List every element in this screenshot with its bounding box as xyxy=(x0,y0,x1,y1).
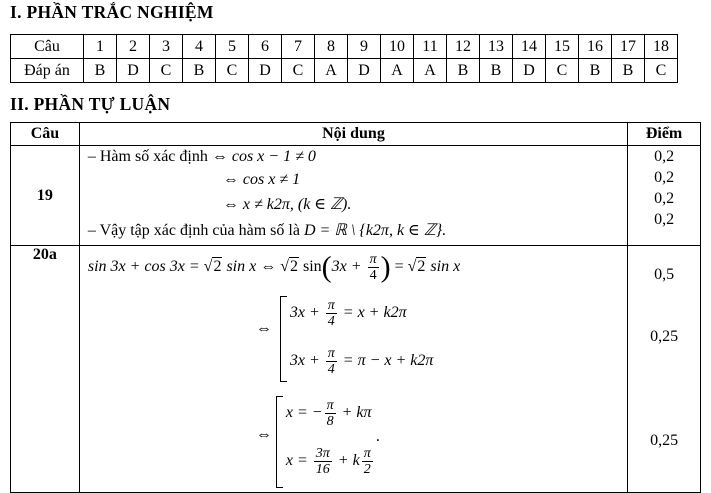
points-value: 0,2 xyxy=(654,148,675,165)
case-4-right: + k xyxy=(333,452,360,470)
fraction-denominator: 4 xyxy=(327,362,335,377)
fraction-pi-8 xyxy=(325,398,336,429)
answer-row xyxy=(11,59,678,83)
case-line-1 xyxy=(290,298,407,329)
fraction-numerator: π xyxy=(326,398,334,413)
section1-title: I. PHẦN TRẮC NGHIỆM xyxy=(10,2,214,22)
period: . xyxy=(375,428,380,445)
case-bracket xyxy=(276,396,283,488)
q19-line-1-math: cos x − 1 ≠ 0 xyxy=(231,148,316,165)
question-cell: 5 xyxy=(216,35,249,59)
fraction-pi-4 xyxy=(326,298,337,329)
fraction-3pi-16 xyxy=(314,446,332,477)
case-3-left: x = − xyxy=(285,404,323,422)
fraction-denominator: 4 xyxy=(369,268,377,283)
q19-line-3: ⇔ x ≠ k2π, (k ∈ ℤ). xyxy=(222,196,352,213)
question-19-content xyxy=(79,146,627,246)
fraction-numerator: π xyxy=(327,346,335,361)
question-number: 19 xyxy=(11,146,80,246)
sqrt-radicand: 2 xyxy=(290,258,298,276)
question-19-points xyxy=(628,146,701,246)
question-cell: 15 xyxy=(546,35,579,59)
q19-line-2: ⇔ cos x ≠ 1 xyxy=(222,171,301,188)
fraction-denominator: 8 xyxy=(326,414,334,429)
fraction-denominator: 2 xyxy=(363,462,371,477)
fraction-numerator: 3π xyxy=(315,446,330,461)
case-3-right: + kπ xyxy=(337,404,372,422)
fraction-numerator: π xyxy=(363,446,371,461)
case-line-4 xyxy=(286,446,375,477)
q19-line-4-text: – Vậy tập xác định của hàm số là xyxy=(87,222,304,239)
case-bracket xyxy=(280,296,287,382)
section2-title: II. PHẦN TỰ LUẬN xyxy=(10,94,171,114)
question-cell: 10 xyxy=(381,35,414,59)
answer-cell: C xyxy=(546,59,579,83)
sqrt-radicand: 2 xyxy=(213,258,222,276)
points-value: 0,5 xyxy=(654,266,675,283)
question-cell: 2 xyxy=(117,35,150,59)
sqrt-symbol: √2 xyxy=(280,258,298,276)
case-line-2 xyxy=(290,346,434,377)
question-cell: 4 xyxy=(183,35,216,59)
answer-cell: C xyxy=(216,59,249,83)
question-row-label: Câu xyxy=(11,35,84,59)
sqrt-symbol: √2 xyxy=(203,258,222,276)
paren-open: ( xyxy=(321,250,332,284)
question-cell: 11 xyxy=(414,35,447,59)
answer-cell: B xyxy=(183,59,216,83)
case-2-left: 3x + xyxy=(289,352,324,370)
q20a-lhs: sin 3x + cos 3x = xyxy=(87,258,204,276)
q19-line-4 xyxy=(88,220,446,240)
question-cell: 8 xyxy=(315,35,348,59)
q19-line-4-math: D = ℝ \ {k2π, k ∈ ℤ}. xyxy=(303,222,447,239)
fraction-denominator: 4 xyxy=(327,314,335,329)
points-value: 0,25 xyxy=(650,432,679,449)
question-cell: 18 xyxy=(645,35,678,59)
equivalence-arrow: ⇔ xyxy=(255,426,272,443)
fraction-numerator: π xyxy=(369,252,377,267)
question-cell: 16 xyxy=(579,35,612,59)
sqrt-symbol: √2 xyxy=(407,258,426,276)
answer-cell: C xyxy=(150,59,183,83)
question-cell: 6 xyxy=(249,35,282,59)
question-cell: 13 xyxy=(480,35,513,59)
answer-cell: B xyxy=(612,59,645,83)
header-content: Nội dung xyxy=(79,123,627,146)
question-cell: 12 xyxy=(447,35,480,59)
answer-cell: D xyxy=(117,59,150,83)
case-1-right: = x + k2π xyxy=(338,304,407,322)
question-cell: 17 xyxy=(612,35,645,59)
fraction-pi-4 xyxy=(326,346,337,377)
question-cell: 9 xyxy=(348,35,381,59)
essay-header-row xyxy=(11,123,701,146)
question-cell: 7 xyxy=(282,35,315,59)
question-20a-points xyxy=(628,246,701,493)
answer-cell: C xyxy=(282,59,315,83)
paren-close: ) xyxy=(380,250,391,284)
question-row xyxy=(11,35,678,59)
points-value: 0,2 xyxy=(654,190,675,207)
case-2-right: = π − x + k2π xyxy=(338,352,434,370)
fraction-pi-2 xyxy=(362,446,373,477)
answer-cell: A xyxy=(414,59,447,83)
header-question: Câu xyxy=(11,123,80,146)
q19-line-1 xyxy=(88,148,316,166)
fraction-pi-4 xyxy=(368,252,379,283)
q20a-rhs: sin x xyxy=(426,258,461,276)
answer-cell: D xyxy=(249,59,282,83)
question-cell: 3 xyxy=(150,35,183,59)
answer-cell: D xyxy=(348,59,381,83)
header-points: Điểm xyxy=(628,123,701,146)
answer-row-label: Đáp án xyxy=(11,59,84,83)
points-value: 0,2 xyxy=(654,211,675,228)
points-value: 0,2 xyxy=(654,169,675,186)
case-line-3 xyxy=(286,398,372,429)
question-cell: 1 xyxy=(84,35,117,59)
answer-cell: B xyxy=(84,59,117,83)
equivalence-arrow: ⇔ xyxy=(255,320,272,337)
answer-cell: C xyxy=(645,59,678,83)
sqrt-radicand: 2 xyxy=(417,258,426,276)
question-cell: 14 xyxy=(513,35,546,59)
case-1-left: 3x + xyxy=(289,304,324,322)
question-19-row xyxy=(11,146,701,246)
question-20a-content xyxy=(79,246,627,493)
answer-cell: A xyxy=(381,59,414,83)
q20a-sinx: sin x ⇔ xyxy=(222,258,281,276)
answer-cell: D xyxy=(513,59,546,83)
question-20a-row xyxy=(11,246,701,493)
essay-table xyxy=(10,122,701,493)
fraction-numerator: π xyxy=(327,298,335,313)
answer-cell: B xyxy=(480,59,513,83)
q19-line-1-text: – Hàm số xác định ⇔ xyxy=(87,148,232,165)
q20a-3x: 3x + xyxy=(331,258,366,276)
answer-cell: A xyxy=(315,59,348,83)
case-4-left: x = xyxy=(285,452,312,470)
fraction-denominator: 16 xyxy=(315,462,330,477)
answer-cell: B xyxy=(447,59,480,83)
question-number: 20a xyxy=(11,246,80,493)
q20a-sin: sin xyxy=(299,258,322,276)
answer-cell: B xyxy=(579,59,612,83)
q20a-equation: sin 3x + cos 3x = √2 sin x ⇔ √2 sin(3x + $\frac{\pi}{4}$ ) = √2 sin x xyxy=(87,250,461,284)
answer-table xyxy=(10,34,678,83)
points-value: 0,25 xyxy=(650,328,679,345)
